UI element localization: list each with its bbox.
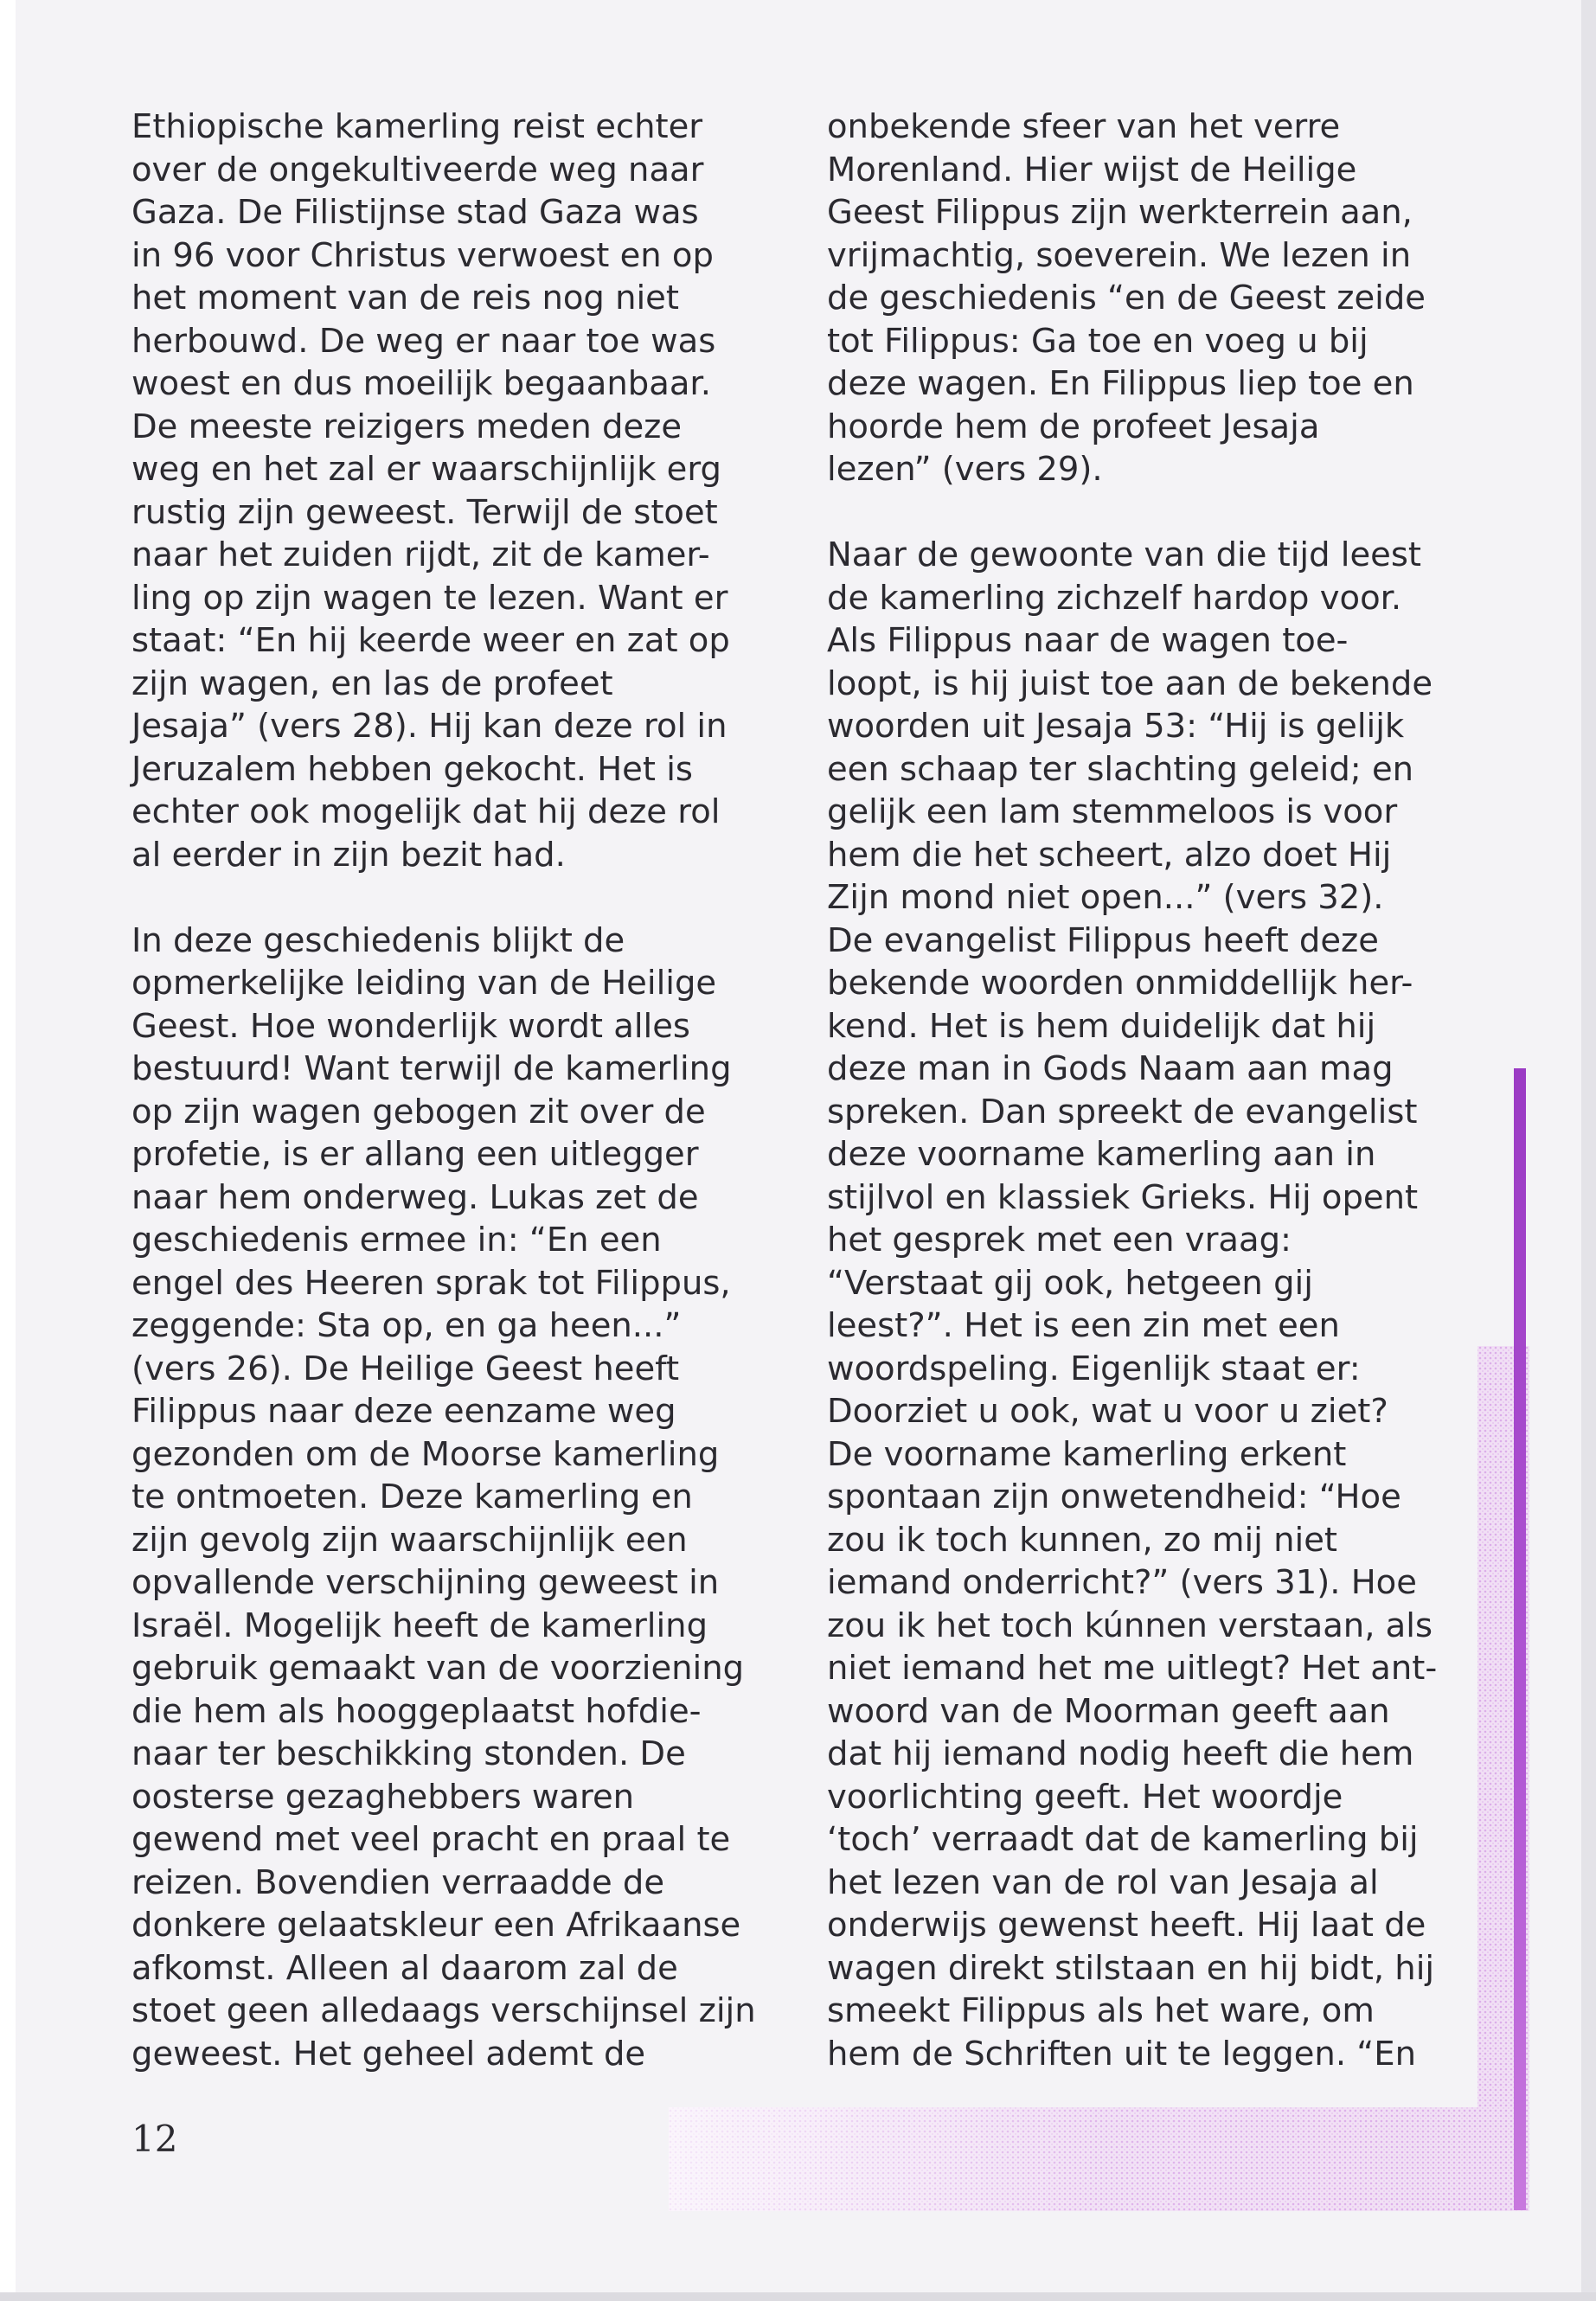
text-line: deze man in Gods Naam aan mag [827,1049,1394,1088]
text-line: geschiedenis ermee in: “En een [131,1221,662,1259]
text-line: naar hem onderweg. Lukas zet de [131,1177,699,1217]
text-line: lezen” (vers 29). [827,450,1103,489]
left-column [131,106,772,2075]
text-line: hoorde hem de profeet Jesaja [827,407,1320,446]
text-line: iemand onderricht?” (vers 31). Hoe [827,1563,1417,1602]
text-line: engel des Heeren sprak tot Filippus, [131,1263,731,1303]
text-line: Jesaja” (vers 28). Hij kan deze rol in [131,707,727,746]
text-line: die hem als hooggeplaatst hofdie- [131,1691,702,1731]
text-line: zijn gevolg zijn waarschijnlijk een [131,1520,688,1560]
text-line: zou ik het toch kúnnen verstaan, als [827,1606,1433,1645]
text-line: voorlichting geeft. Het woordje [827,1777,1343,1817]
text-line: niet iemand het me uitlegt? Het ant- [827,1649,1438,1688]
text-line: dat hij iemand nodig heeft die hem [827,1734,1414,1773]
text-line: profetie, is er allang een uitlegger [131,1135,699,1174]
text-line: Geest. Hoe wonderlijk wordt alles [131,1006,690,1046]
text-line: deze voorname kamerling aan in [827,1135,1376,1174]
text-line: tot Filippus: Ga toe en voeg u bij [827,321,1368,361]
text-line: Als Filippus naar de wagen toe- [827,621,1349,660]
text-line: staat: “En hij keerde weer en zat op [131,621,730,660]
text-line: woordspeling. Eigenlijk staat er: [827,1349,1361,1388]
text-line: hem de Schriften uit te leggen. “En [827,2034,1416,2073]
text-line: gezonden om de Moorse kamerling [131,1434,720,1474]
text-line: de kamerling zichzelf hardop voor. [827,578,1402,618]
text-line: Geest Filippus zijn werkterrein aan, [827,193,1413,232]
text-line: bestuurd! Want terwijl de kamerling [131,1049,732,1088]
text-line: het moment van de reis nog niet [131,279,679,317]
page-bottom-edge [0,2292,1596,2301]
text-line: reizen. Bovendien verraadde de [131,1862,664,1902]
text-line: ling op zijn wagen te lezen. Want er [131,578,728,618]
text-line: stoet geen alledaags verschijnsel zijn [131,1991,756,2030]
text-line: bekende woorden onmiddellijk her- [827,964,1413,1003]
text-line: een schaap ter slachting geleid; en [827,749,1414,789]
text-line: De evangelist Filippus heeft deze [827,920,1379,960]
text-line: Ethiopische kamerling reist echter [131,107,703,146]
text-line: Naar de gewoonte van die tijd leest [827,535,1422,574]
text-line: De meeste reizigers meden deze [131,407,683,446]
text-line: woest en dus moeilijk begaanbaar. [131,364,711,403]
text-line: geweest. Het geheel ademt de [131,2034,646,2073]
text-line: loopt, is hij juist toe aan de bekende [827,663,1433,703]
text-line: spreken. Dan spreekt de evangelist [827,1092,1418,1131]
text-line: “Verstaat gij ook, hetgeen gij [827,1263,1313,1303]
text-line: naar het zuiden rijdt, zit de kamer- [131,535,710,574]
text-line: gewend met veel pracht en praal te [131,1820,731,1859]
text-line: donkere gelaatskleur een Afrikaanse [131,1906,741,1945]
text-line: naar ter beschikking stonden. De [131,1734,686,1773]
text-line: herbouwd. De weg er naar toe was [131,321,716,361]
text-line: zou ik toch kunnen, zo mij niet [827,1520,1337,1560]
text-line: Jeruzalem hebben gekocht. Het is [131,749,693,789]
text-line: te ontmoeten. Deze kamerling en [131,1477,693,1516]
text-line: leest?”. Het is een zin met een [827,1306,1340,1345]
text-line: zijn wagen, en las de profeet [131,663,613,703]
text-line: deze wagen. En Filippus liep toe en [827,364,1414,403]
text-line: afkomst. Alleen al daarom zal de [131,1948,678,1988]
text-line: (vers 26). De Heilige Geest heeft [131,1349,680,1388]
right-column [827,106,1467,2075]
text-line: vrijmachtig, soeverein. We lezen in [827,235,1412,275]
text-line: het gesprek met een vraag: [827,1221,1292,1259]
text-line: Zijn mond niet open...” (vers 32). [827,878,1384,917]
text-line: onbekende sfeer van het verre [827,107,1341,146]
text-line: het lezen van de rol van Jesaja al [827,1862,1379,1902]
text-line: oosterse gezaghebbers waren [131,1777,635,1817]
text-line: ‘toch’ verraadt dat de kamerling bij [827,1820,1419,1859]
text-line: in 96 voor Christus verwoest en op [131,235,714,275]
text-line: Doorziet u ook, wat u voor u ziet? [827,1392,1388,1431]
text-line: spontaan zijn onwetendheid: “Hoe [827,1477,1401,1516]
text-line: op zijn wagen gebogen zit over de [131,1092,706,1131]
text-line: De voorname kamerling erkent [827,1434,1347,1474]
book-page [16,0,1581,2292]
paragraph-gap [827,491,1467,535]
paragraph-gap [131,876,772,920]
text-line: over de ongekultiveerde weg naar [131,150,704,189]
text-line: opmerkelijke leiding van de Heilige [131,964,717,1003]
text-line: echter ook mogelijk dat hij deze rol [131,792,721,831]
text-line: hem die het scheert, alzo doet Hij [827,835,1392,875]
text-line: stijlvol en klassiek Grieks. Hij opent [827,1177,1419,1217]
text-line: onderwijs gewenst heeft. Hij laat de [827,1906,1426,1945]
text-line: smeekt Filippus als het ware, om [827,1991,1375,2030]
text-line: woorden uit Jesaja 53: “Hij is gelijk [827,707,1405,746]
text-line: opvallende verschijning geweest in [131,1563,720,1602]
text-line: gelijk een lam stemmeloos is voor [827,792,1398,831]
text-line: de geschiedenis “en de Geest zeide [827,279,1426,317]
text-line: Filippus naar deze eenzame weg [131,1392,676,1431]
text-line: al eerder in zijn bezit had. [131,835,566,875]
text-line: Israël. Mogelijk heeft de kamerling [131,1606,708,1645]
text-line: Gaza. De Filistijnse stad Gaza was [131,193,699,232]
text-line: gebruik gemaakt van de voorziening [131,1649,745,1688]
text-line: In deze geschiedenis blijkt de [131,920,625,960]
accent-bar [1514,1068,1526,2210]
text-line: zeggende: Sta op, en ga heen...” [131,1306,682,1345]
text-line: rustig zijn geweest. Terwijl de stoet [131,492,718,532]
text-line: Morenland. Hier wijst de Heilige [827,150,1357,189]
text-line: kend. Het is hem duidelijk dat hij [827,1006,1376,1046]
page-edge-shadow [1581,0,1596,2301]
text-line: weg en het zal er waarschijnlijk erg [131,450,721,489]
text-line: woord van de Moorman geeft aan [827,1691,1390,1731]
text-line: wagen direkt stilstaan en hij bidt, hij [827,1948,1435,1988]
page-number: 12 [131,2118,178,2160]
